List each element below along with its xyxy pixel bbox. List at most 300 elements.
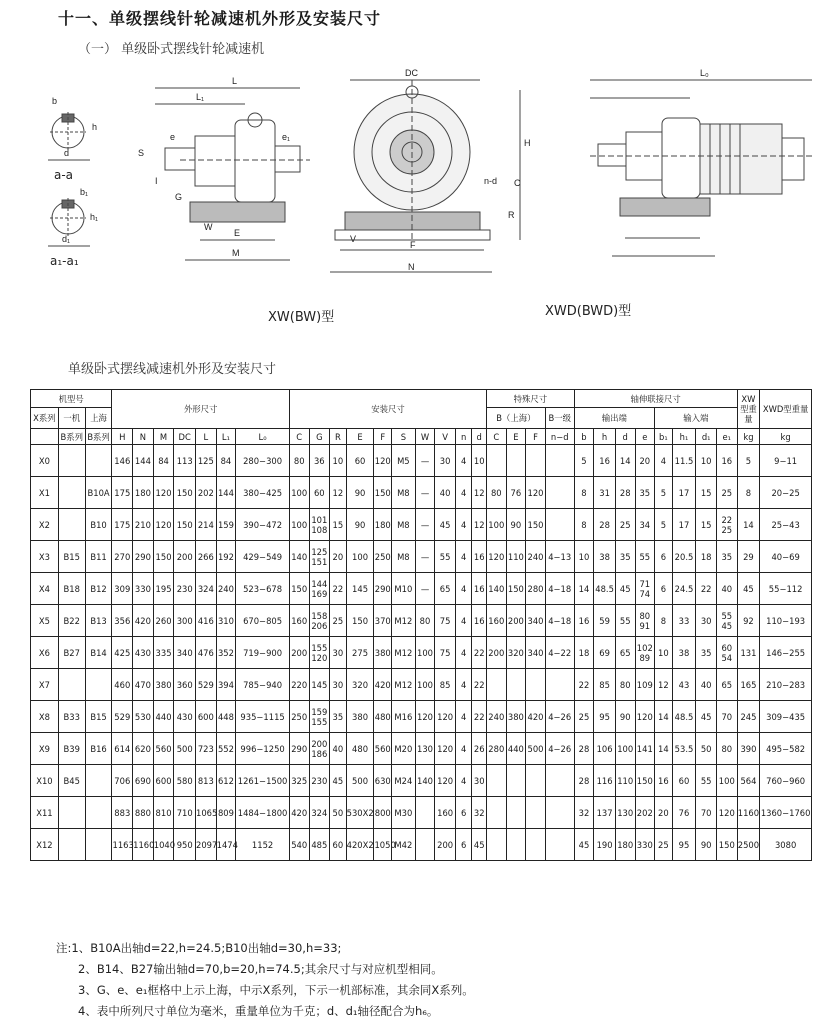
table-cell: 12 — [472, 477, 487, 509]
table-cell: 430 — [133, 637, 154, 669]
table-cell: 150 — [346, 605, 374, 637]
table-cell: 110−193 — [760, 605, 812, 637]
table-cell: 324 — [196, 573, 217, 605]
table-cell: 120 — [435, 733, 456, 765]
table-cell: 529 — [196, 669, 217, 701]
spec-table — [30, 389, 812, 861]
table-cell: 309−435 — [760, 701, 812, 733]
table-cell: 4−18 — [545, 605, 574, 637]
table-cell: 85 — [435, 669, 456, 701]
table-cell: 69 — [594, 637, 616, 669]
table-cell: 109 — [635, 669, 655, 701]
table-cell: 85 — [594, 669, 616, 701]
table-cell: 100 — [615, 733, 635, 765]
table-cell: 14 — [615, 445, 635, 477]
table-cell: 159 155 — [309, 701, 330, 733]
table-cell: 240 — [216, 573, 236, 605]
table-cell: 325 — [289, 765, 309, 797]
table-cell: 560 — [374, 733, 392, 765]
note-3: 3、G、e、e₁框格中上示上海，中示X系列，下示一机部标准，其余同X系列。 — [78, 983, 474, 997]
cell-x-model: X0 — [31, 445, 59, 477]
table-cell: 80 — [415, 605, 435, 637]
table-cell — [487, 797, 507, 829]
table-cell: 485 — [309, 829, 330, 861]
column-header-row — [31, 429, 812, 445]
table-cell: 580 — [174, 765, 196, 797]
table-cell: 80 91 — [635, 605, 655, 637]
table-cell: 429−549 — [236, 541, 290, 573]
cell-shanghai-model: B15 — [85, 701, 112, 733]
table-cell: 80 — [289, 445, 309, 477]
table-cell: 14 — [655, 733, 673, 765]
table-cell: 4 — [455, 637, 472, 669]
col-head-18: E — [506, 429, 526, 445]
dim-label-V: V — [350, 234, 357, 244]
table-cell: 723 — [196, 733, 217, 765]
table-cell: 38 — [594, 541, 616, 573]
table-cell: 1065 — [196, 797, 217, 829]
table-cell: 120 — [716, 797, 737, 829]
table-cell: 48.5 — [594, 573, 616, 605]
table-cell — [415, 829, 435, 861]
table-cell: 394 — [216, 669, 236, 701]
table-cell: 158 206 — [309, 605, 330, 637]
table-cell: 390 — [737, 733, 760, 765]
table-cell: 11.5 — [672, 445, 696, 477]
table-cell: 16 — [472, 541, 487, 573]
head-outer: 外形尺寸 — [112, 390, 289, 429]
cell-shanghai-model: B13 — [85, 605, 112, 637]
table-cell: 144 — [216, 477, 236, 509]
head-xw-weight: XW型重量 — [737, 390, 760, 429]
head-special: 特殊尺寸 — [487, 390, 575, 408]
table-cell: 530 — [133, 701, 154, 733]
table-cell: 200 — [506, 605, 526, 637]
table-cell: 12 — [655, 669, 673, 701]
cell-yiji-model — [58, 477, 85, 509]
dim-label-b1: b₁ — [80, 187, 89, 197]
table-cell: 4 — [455, 445, 472, 477]
table-cell: 810 — [153, 797, 174, 829]
table-cell: 113 — [174, 445, 196, 477]
cell-yiji-model — [58, 445, 85, 477]
table-cell: 31 — [594, 477, 616, 509]
col-head-29: kg — [737, 429, 760, 445]
table-cell: 440 — [153, 701, 174, 733]
head-shanghai: 上海 — [85, 408, 112, 429]
xwd-model-label: XWD(BWD)型 — [545, 304, 632, 319]
table-cell — [526, 445, 546, 477]
table-cell: 35 — [330, 701, 347, 733]
table-cell: 22 — [696, 573, 717, 605]
table-cell: 140 — [415, 765, 435, 797]
dim-label-L0: L₀ — [700, 68, 709, 78]
table-cell: 55 — [615, 605, 635, 637]
table-cell: 20−25 — [760, 477, 812, 509]
table-cell: 90 — [696, 829, 717, 861]
table-cell: 280 — [526, 573, 546, 605]
col-head-8: G — [309, 429, 330, 445]
cell-yiji-model — [58, 669, 85, 701]
table-cell: 14 — [737, 509, 760, 541]
table-cell: 30 — [330, 637, 347, 669]
table-cell — [526, 765, 546, 797]
note-2: 2、B14、B27输出轴d=70,b=20,h=74.5;其余尺寸与对应机型相同。 — [78, 962, 443, 976]
col-head-14: V — [435, 429, 456, 445]
table-cell: 100 — [716, 765, 737, 797]
col-head-10: E — [346, 429, 374, 445]
table-cell: 2500 — [737, 829, 760, 861]
table-cell: 35 — [615, 541, 635, 573]
head-model: 机型号 — [31, 390, 112, 408]
table-cell: 529 — [112, 701, 133, 733]
col-head-11: F — [374, 429, 392, 445]
col-head-0: H — [112, 429, 133, 445]
table-cell: M5 — [392, 445, 416, 477]
table-cell: 250 — [374, 541, 392, 573]
table-cell: 1160 — [133, 829, 154, 861]
cell-yiji-model: B22 — [58, 605, 85, 637]
table-cell: 420X2 — [346, 829, 374, 861]
table-cell: 110 — [615, 765, 635, 797]
table-cell: 200 — [435, 829, 456, 861]
table-cell: 14 — [655, 701, 673, 733]
table-cell: 100 — [289, 509, 309, 541]
table-cell: 16 — [594, 445, 616, 477]
table-cell: 15 — [696, 477, 717, 509]
table-cell: 100 — [415, 637, 435, 669]
dim-label-h1: h₁ — [90, 212, 99, 222]
table-cell — [545, 477, 574, 509]
table-row — [31, 541, 812, 573]
table-row — [31, 445, 812, 477]
table-cell: 130 — [415, 733, 435, 765]
table-cell: 370 — [374, 605, 392, 637]
head-b-series-2: B系列 — [85, 429, 112, 445]
table-cell: 145 — [346, 573, 374, 605]
table-cell: 24.5 — [672, 573, 696, 605]
table-cell: 25 — [330, 605, 347, 637]
col-head-25: b₁ — [655, 429, 673, 445]
table-cell — [487, 829, 507, 861]
table-cell: 35 — [635, 477, 655, 509]
table-cell — [506, 765, 526, 797]
table-cell: 150 — [153, 541, 174, 573]
section-aa-label: a-a — [54, 168, 74, 182]
table-cell: 130 — [615, 797, 635, 829]
table-cell: 1050 — [374, 829, 392, 861]
cell-yiji-model: B27 — [58, 637, 85, 669]
col-head-27: d₁ — [696, 429, 717, 445]
table-cell: 192 — [216, 541, 236, 573]
table-cell: M24 — [392, 765, 416, 797]
page-title: 十一、单级摆线针轮减速机外形及安装尺寸 — [58, 9, 382, 28]
col-head-24: e — [635, 429, 655, 445]
dim-label-L: L — [232, 76, 238, 86]
table-cell: 22 — [574, 669, 594, 701]
table-cell: 6 — [455, 829, 472, 861]
table-cell: 8 — [574, 477, 594, 509]
table-cell: 883 — [112, 797, 133, 829]
table-cell: 10 — [696, 445, 717, 477]
notes — [56, 938, 474, 1022]
table-cell — [415, 797, 435, 829]
table-cell: 4 — [455, 765, 472, 797]
table-cell: 800 — [374, 797, 392, 829]
table-cell: 40 — [435, 477, 456, 509]
col-head-6: L₀ — [236, 429, 290, 445]
table-cell: 335 — [153, 637, 174, 669]
table-cell: 6 — [455, 797, 472, 829]
table-cell: 380 — [346, 701, 374, 733]
table-cell: 190 — [594, 829, 616, 861]
table-row — [31, 701, 812, 733]
table-cell: 300 — [174, 605, 196, 637]
table-cell: 200 186 — [309, 733, 330, 765]
table-cell — [487, 765, 507, 797]
table-cell: M8 — [392, 477, 416, 509]
dim-label-G: G — [175, 192, 183, 202]
xwd-side-view-drawing — [590, 80, 815, 256]
table-cell: 4 — [655, 445, 673, 477]
table-cell: 4−22 — [545, 637, 574, 669]
head-install: 安装尺寸 — [289, 390, 486, 429]
table-cell: 150 — [506, 573, 526, 605]
dim-label-d: d — [64, 148, 70, 158]
table-cell: 90 — [615, 701, 635, 733]
cell-shanghai-model: B10 — [85, 509, 112, 541]
table-cell: 356 — [112, 605, 133, 637]
table-cell: 4−18 — [545, 573, 574, 605]
table-cell: 480 — [346, 733, 374, 765]
table-cell: 100 — [346, 541, 374, 573]
cell-x-model: X4 — [31, 573, 59, 605]
table-cell: 45 — [472, 829, 487, 861]
table-cell: 552 — [216, 733, 236, 765]
cell-x-model: X3 — [31, 541, 59, 573]
table-cell: 35 — [696, 637, 717, 669]
cell-x-model: X8 — [31, 701, 59, 733]
table-cell: 120 — [635, 701, 655, 733]
table-cell: 380 — [374, 637, 392, 669]
table-cell: 80 — [487, 477, 507, 509]
table-cell: — — [415, 509, 435, 541]
table-cell: 25 — [655, 829, 673, 861]
table-cell: 22 — [472, 669, 487, 701]
table-cell: 180 — [133, 477, 154, 509]
table-cell: 4 — [455, 573, 472, 605]
table-cell: 210−283 — [760, 669, 812, 701]
table-cell: 1261−1500 — [236, 765, 290, 797]
table-row — [31, 605, 812, 637]
table-cell: 180 — [374, 509, 392, 541]
col-head-12: S — [392, 429, 416, 445]
table-cell: 530X2 — [346, 797, 374, 829]
table-cell: 706 — [112, 765, 133, 797]
table-cell: 145 — [309, 669, 330, 701]
table-cell: 340 — [526, 637, 546, 669]
table-cell: 560 — [153, 733, 174, 765]
table-cell: M10 — [392, 573, 416, 605]
table-cell: — — [415, 573, 435, 605]
table-cell: 116 — [594, 765, 616, 797]
col-head-1: N — [133, 429, 154, 445]
table-cell: 4 — [455, 733, 472, 765]
cell-x-model: X10 — [31, 765, 59, 797]
dim-label-H: H — [524, 138, 531, 148]
table-cell: M30 — [392, 797, 416, 829]
table-cell: 1484−1800 — [236, 797, 290, 829]
table-cell: 55 — [635, 541, 655, 573]
section-a1-label: a₁-a₁ — [50, 254, 79, 268]
table-cell: 48.5 — [672, 701, 696, 733]
table-cell: 290 — [374, 573, 392, 605]
table-cell: 690 — [133, 765, 154, 797]
table-caption: 单级卧式摆线减速机外形及安装尺寸 — [68, 362, 277, 377]
table-row — [31, 573, 812, 605]
table-cell: 53.5 — [672, 733, 696, 765]
head-b-series-1: B系列 — [58, 429, 85, 445]
table-cell: 120 — [153, 477, 174, 509]
table-cell: 38 — [672, 637, 696, 669]
table-cell: 165 — [737, 669, 760, 701]
table-cell: 16 — [472, 573, 487, 605]
cell-yiji-model — [58, 829, 85, 861]
table-cell: 5 — [655, 477, 673, 509]
cell-x-model: X9 — [31, 733, 59, 765]
table-cell: 195 — [153, 573, 174, 605]
table-cell: 809 — [216, 797, 236, 829]
table-cell: 2097 — [196, 829, 217, 861]
table-cell — [526, 797, 546, 829]
table-cell: 3080 — [760, 829, 812, 861]
table-cell: — — [415, 445, 435, 477]
table-cell: 380 — [153, 669, 174, 701]
table-cell: 60 54 — [716, 637, 737, 669]
table-cell: 150 — [174, 509, 196, 541]
head-out-end: 输出端 — [574, 408, 654, 429]
table-cell: 84 — [153, 445, 174, 477]
table-cell: 202 — [635, 797, 655, 829]
table-cell: 16 — [716, 445, 737, 477]
table-cell: 65 — [615, 637, 635, 669]
table-cell — [545, 669, 574, 701]
table-row — [31, 765, 812, 797]
table-cell: 420 — [289, 797, 309, 829]
table-cell: 160 — [289, 605, 309, 637]
col-head-7: C — [289, 429, 309, 445]
col-head-13: W — [415, 429, 435, 445]
cell-yiji-model: B45 — [58, 765, 85, 797]
col-head-19: F — [526, 429, 546, 445]
table-cell: 16 — [655, 765, 673, 797]
table-cell: 460 — [112, 669, 133, 701]
dim-label-R: R — [508, 210, 515, 220]
table-cell: 230 — [309, 765, 330, 797]
xw-model-label: XW(BW)型 — [268, 310, 335, 325]
table-cell: 45 — [330, 765, 347, 797]
table-cell: 612 — [216, 765, 236, 797]
table-cell — [487, 445, 507, 477]
dim-label-e1: e₁ — [282, 132, 291, 142]
table-cell: 45 — [574, 829, 594, 861]
table-cell: 420 — [526, 701, 546, 733]
table-cell: 950 — [174, 829, 196, 861]
table-cell — [545, 509, 574, 541]
table-cell: M12 — [392, 669, 416, 701]
cell-yiji-model — [58, 797, 85, 829]
table-cell: 65 — [716, 669, 737, 701]
table-cell: 500 — [526, 733, 546, 765]
table-cell: 500 — [174, 733, 196, 765]
note-4: 4、表中所列尺寸单位为毫米，重量单位为千克；d、d₁轴径配合为h₆。 — [78, 1004, 439, 1018]
table-cell — [526, 669, 546, 701]
table-cell: M16 — [392, 701, 416, 733]
table-cell: 310 — [216, 605, 236, 637]
table-cell: 360 — [174, 669, 196, 701]
table-cell: 45 — [615, 573, 635, 605]
table-cell: 12 — [472, 509, 487, 541]
table-cell: 5 — [655, 509, 673, 541]
table-cell: 352 — [216, 637, 236, 669]
cell-x-model: X11 — [31, 797, 59, 829]
table-cell: 36 — [309, 445, 330, 477]
table-cell: 55 — [696, 765, 717, 797]
table-cell: 70 — [696, 797, 717, 829]
table-row — [31, 733, 812, 765]
table-cell: 146 — [112, 445, 133, 477]
table-cell: 6 — [655, 541, 673, 573]
table-cell — [545, 797, 574, 829]
table-cell: 30 — [472, 765, 487, 797]
table-cell: 12 — [330, 477, 347, 509]
table-cell: 60 — [346, 445, 374, 477]
table-cell: 120 — [153, 509, 174, 541]
table-row — [31, 477, 812, 509]
technical-drawings — [0, 60, 837, 330]
table-cell: 144 — [133, 445, 154, 477]
dim-label-L1: L₁ — [196, 92, 205, 102]
table-cell: 160 — [435, 797, 456, 829]
table-cell: 120 — [374, 445, 392, 477]
table-cell: M8 — [392, 509, 416, 541]
dim-label-b: b — [52, 96, 58, 106]
table-cell: 390−472 — [236, 509, 290, 541]
table-cell: 32 — [574, 797, 594, 829]
table-cell: 1152 — [236, 829, 290, 861]
table-cell: 25 — [574, 701, 594, 733]
table-cell: 1163 — [112, 829, 133, 861]
table-cell — [506, 829, 526, 861]
table-cell: 448 — [216, 701, 236, 733]
dim-label-h: h — [92, 122, 98, 132]
table-cell: M20 — [392, 733, 416, 765]
table-cell: 10 — [574, 541, 594, 573]
table-cell: 4−26 — [545, 701, 574, 733]
table-cell: 25−43 — [760, 509, 812, 541]
cell-shanghai-model: B11 — [85, 541, 112, 573]
cell-x-model: X6 — [31, 637, 59, 669]
cell-shanghai-model: B10A — [85, 477, 112, 509]
table-cell: 430 — [174, 701, 196, 733]
table-cell: 280−300 — [236, 445, 290, 477]
table-cell: 120 — [526, 477, 546, 509]
table-cell: 50 — [696, 733, 717, 765]
table-cell: 90 — [506, 509, 526, 541]
table-cell: 22 — [472, 701, 487, 733]
table-cell: 125 — [196, 445, 217, 477]
table-cell: 30 — [696, 605, 717, 637]
